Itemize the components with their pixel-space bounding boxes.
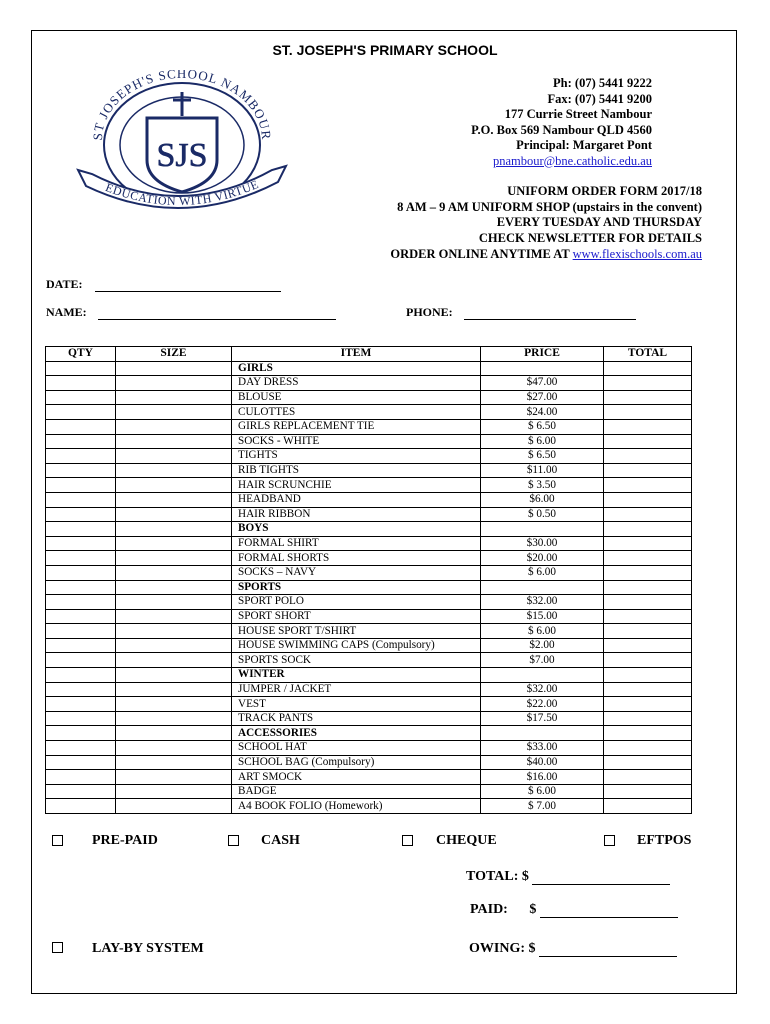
qty-cell[interactable] <box>46 668 116 683</box>
category-label: BOYS <box>232 522 481 537</box>
price-cell: $20.00 <box>481 551 604 566</box>
size-cell[interactable] <box>116 463 232 478</box>
size-cell[interactable] <box>116 726 232 741</box>
owing-field <box>469 941 677 957</box>
price-cell: $17.50 <box>481 711 604 726</box>
qty-cell[interactable] <box>46 478 116 493</box>
item-name: SOCKS - WHITE <box>232 434 481 449</box>
qty-cell[interactable] <box>46 755 116 770</box>
size-cell[interactable] <box>116 565 232 580</box>
item-name: SCHOOL BAG (Compulsory) <box>232 755 481 770</box>
price-cell: $ 0.50 <box>481 507 604 522</box>
size-cell[interactable] <box>116 376 232 391</box>
price-cell: $22.00 <box>481 697 604 712</box>
cheque-label: CHEQUE <box>436 833 497 848</box>
qty-cell[interactable] <box>46 463 116 478</box>
email-link[interactable]: pnambour@bne.catholic.edu.au <box>492 153 652 168</box>
qty-cell[interactable] <box>46 492 116 507</box>
cash-checkbox[interactable] <box>228 835 239 846</box>
price-cell: $ 6.50 <box>481 449 604 464</box>
qty-cell[interactable] <box>46 551 116 566</box>
table-row <box>46 653 692 668</box>
price-cell <box>481 580 604 595</box>
qty-cell[interactable] <box>46 741 116 756</box>
size-cell[interactable] <box>116 770 232 785</box>
item-name: SPORT SHORT <box>232 609 481 624</box>
price-header: PRICE <box>481 347 604 362</box>
price-cell <box>481 522 604 537</box>
qty-cell[interactable] <box>46 434 116 449</box>
total-cell[interactable] <box>604 638 692 653</box>
size-cell[interactable] <box>116 390 232 405</box>
total-cell[interactable] <box>604 405 692 420</box>
category-row <box>46 522 692 537</box>
total-cell[interactable] <box>604 522 692 537</box>
total-cell[interactable] <box>604 390 692 405</box>
qty-cell[interactable] <box>46 653 116 668</box>
table-row <box>46 376 692 391</box>
item-name: HOUSE SPORT T/SHIRT <box>232 624 481 639</box>
size-cell[interactable] <box>116 492 232 507</box>
eftpos-label: EFTPOS <box>637 833 692 848</box>
item-name: TIGHTS <box>232 449 481 464</box>
table-row <box>46 638 692 653</box>
order-table <box>45 346 692 814</box>
item-name: A4 BOOK FOLIO (Homework) <box>232 799 481 814</box>
item-name: FORMAL SHIRT <box>232 536 481 551</box>
cheque-checkbox[interactable] <box>402 835 413 846</box>
price-cell: $32.00 <box>481 682 604 697</box>
item-name: VEST <box>232 697 481 712</box>
qty-cell[interactable] <box>46 405 116 420</box>
size-cell[interactable] <box>116 478 232 493</box>
table-row <box>46 390 692 405</box>
qty-cell[interactable] <box>46 697 116 712</box>
school-name: ST. JOSEPH'S PRIMARY SCHOOL <box>272 42 498 58</box>
owing-label: OWING: $ <box>469 941 536 956</box>
price-cell: $11.00 <box>481 463 604 478</box>
svg-text:EDUCATION WITH VIRTUE: EDUCATION WITH VIRTUE <box>103 176 261 209</box>
qty-cell[interactable] <box>46 770 116 785</box>
total-cell[interactable] <box>604 434 692 449</box>
size-cell[interactable] <box>116 624 232 639</box>
total-cell[interactable] <box>604 668 692 683</box>
size-cell[interactable] <box>116 638 232 653</box>
qty-cell[interactable] <box>46 390 116 405</box>
order-online-text: ORDER ONLINE ANYTIME AT <box>390 246 573 261</box>
size-cell[interactable] <box>116 784 232 799</box>
table-row <box>46 755 692 770</box>
table-row <box>46 507 692 522</box>
qty-cell[interactable] <box>46 419 116 434</box>
qty-cell[interactable] <box>46 682 116 697</box>
item-name: GIRLS REPLACEMENT TIE <box>232 419 481 434</box>
table-row <box>46 609 692 624</box>
prepaid-checkbox[interactable] <box>52 835 63 846</box>
total-cell[interactable] <box>604 609 692 624</box>
table-header-row <box>46 347 692 362</box>
price-cell: $24.00 <box>481 405 604 420</box>
shop-hours: 8 AM – 9 AM UNIFORM SHOP (upstairs in the convent) <box>397 199 702 214</box>
table-row <box>46 536 692 551</box>
qty-cell[interactable] <box>46 536 116 551</box>
po-box-address: P.O. Box 569 Nambour QLD 4560 <box>471 122 652 137</box>
size-cell[interactable] <box>116 536 232 551</box>
size-cell[interactable] <box>116 799 232 814</box>
size-cell[interactable] <box>116 609 232 624</box>
total-cell[interactable] <box>604 478 692 493</box>
price-cell: $15.00 <box>481 609 604 624</box>
form-info-block <box>390 184 702 263</box>
newsletter-note: CHECK NEWSLETTER FOR DETAILS <box>478 231 702 246</box>
name-label: NAME: <box>46 305 87 319</box>
contact-block <box>471 76 652 169</box>
total-label: TOTAL: $ <box>466 869 529 884</box>
price-cell: $7.00 <box>481 653 604 668</box>
total-header: TOTAL <box>604 347 692 362</box>
table-row <box>46 565 692 580</box>
price-cell: $ 6.00 <box>481 784 604 799</box>
category-row <box>46 361 692 376</box>
total-cell[interactable] <box>604 755 692 770</box>
qty-cell[interactable] <box>46 565 116 580</box>
phone-field <box>406 305 636 320</box>
total-cell[interactable] <box>604 741 692 756</box>
paid-label: PAID: <box>470 902 508 917</box>
total-cell[interactable] <box>604 697 692 712</box>
total-input-line[interactable] <box>532 872 670 885</box>
item-name: HAIR SCRUNCHIE <box>232 478 481 493</box>
size-cell[interactable] <box>116 507 232 522</box>
category-row <box>46 580 692 595</box>
size-header: SIZE <box>116 347 232 362</box>
total-cell[interactable] <box>604 624 692 639</box>
date-input-line[interactable] <box>95 281 281 292</box>
qty-cell[interactable] <box>46 609 116 624</box>
size-cell[interactable] <box>116 595 232 610</box>
total-cell[interactable] <box>604 449 692 464</box>
total-cell[interactable] <box>604 726 692 741</box>
qty-cell[interactable] <box>46 726 116 741</box>
price-cell: $32.00 <box>481 595 604 610</box>
table-row <box>46 551 692 566</box>
date-field <box>46 277 281 292</box>
qty-cell[interactable] <box>46 580 116 595</box>
price-cell: $ 7.00 <box>481 799 604 814</box>
total-field <box>466 869 670 885</box>
table-row <box>46 434 692 449</box>
table-row <box>46 449 692 464</box>
qty-cell[interactable] <box>46 376 116 391</box>
total-cell[interactable] <box>604 682 692 697</box>
total-cell[interactable] <box>604 799 692 814</box>
price-cell: $ 3.50 <box>481 478 604 493</box>
phone-text: Ph: (07) 5441 9222 <box>553 76 652 90</box>
size-cell[interactable] <box>116 434 232 449</box>
total-cell[interactable] <box>604 711 692 726</box>
layby-label: LAY-BY SYSTEM <box>92 941 204 956</box>
price-cell: $ 6.00 <box>481 434 604 449</box>
total-cell[interactable] <box>604 653 692 668</box>
size-cell[interactable] <box>116 755 232 770</box>
price-cell <box>481 361 604 376</box>
item-name: HAIR RIBBON <box>232 507 481 522</box>
size-cell[interactable] <box>116 551 232 566</box>
size-cell[interactable] <box>116 419 232 434</box>
owing-input-line[interactable] <box>539 944 677 957</box>
item-name: CULOTTES <box>232 405 481 420</box>
table-row <box>46 419 692 434</box>
size-cell[interactable] <box>116 697 232 712</box>
table-row <box>46 682 692 697</box>
phone-label: PHONE: <box>406 305 453 319</box>
total-cell[interactable] <box>604 551 692 566</box>
category-row <box>46 726 692 741</box>
total-cell[interactable] <box>604 361 692 376</box>
total-cell[interactable] <box>604 770 692 785</box>
size-cell[interactable] <box>116 668 232 683</box>
category-label: ACCESSORIES <box>232 726 481 741</box>
price-cell: $30.00 <box>481 536 604 551</box>
svg-text:SJS: SJS <box>156 137 208 174</box>
qty-cell[interactable] <box>46 507 116 522</box>
table-row <box>46 478 692 493</box>
size-cell[interactable] <box>116 449 232 464</box>
item-name: BADGE <box>232 784 481 799</box>
table-row <box>46 595 692 610</box>
table-row <box>46 741 692 756</box>
layby-checkbox[interactable] <box>52 942 63 953</box>
paid-currency: $ <box>529 902 537 917</box>
price-cell: $16.00 <box>481 770 604 785</box>
total-cell[interactable] <box>604 784 692 799</box>
eftpos-checkbox[interactable] <box>604 835 615 846</box>
street-address: 177 Currie Street Nambour <box>504 107 652 121</box>
date-label: DATE: <box>46 277 83 291</box>
total-cell[interactable] <box>604 595 692 610</box>
price-cell: $ 6.50 <box>481 419 604 434</box>
principal-text: Principal: Margaret Pont <box>516 138 652 152</box>
table-row <box>46 799 692 814</box>
item-name: TRACK PANTS <box>232 711 481 726</box>
price-cell: $ 6.00 <box>481 565 604 580</box>
item-name: JUMPER / JACKET <box>232 682 481 697</box>
phone-input-line[interactable] <box>464 309 636 320</box>
table-row <box>46 492 692 507</box>
price-cell: $6.00 <box>481 492 604 507</box>
category-label: SPORTS <box>232 580 481 595</box>
total-cell[interactable] <box>604 507 692 522</box>
qty-cell[interactable] <box>46 361 116 376</box>
category-row <box>46 668 692 683</box>
table-row <box>46 784 692 799</box>
item-header: ITEM <box>232 347 481 362</box>
total-cell[interactable] <box>604 376 692 391</box>
table-row <box>46 624 692 639</box>
item-name: SPORT POLO <box>232 595 481 610</box>
prepaid-label: PRE-PAID <box>92 833 158 848</box>
table-row <box>46 463 692 478</box>
price-cell: $40.00 <box>481 755 604 770</box>
qty-cell[interactable] <box>46 449 116 464</box>
total-cell[interactable] <box>604 580 692 595</box>
cash-label: CASH <box>261 833 300 848</box>
qty-cell[interactable] <box>46 799 116 814</box>
item-name: SOCKS – NAVY <box>232 565 481 580</box>
item-name: SPORTS SOCK <box>232 653 481 668</box>
paid-field <box>470 902 678 918</box>
price-cell: $27.00 <box>481 390 604 405</box>
item-name: SCHOOL HAT <box>232 741 481 756</box>
size-cell[interactable] <box>116 580 232 595</box>
svg-text:ST JOSEPH'S SCHOOL NAMBOUR: ST JOSEPH'S SCHOOL NAMBOUR <box>89 70 275 141</box>
name-field <box>46 305 336 320</box>
item-name: RIB TIGHTS <box>232 463 481 478</box>
school-crest-logo <box>72 70 292 220</box>
total-cell[interactable] <box>604 536 692 551</box>
table-row <box>46 697 692 712</box>
price-cell: $33.00 <box>481 741 604 756</box>
total-cell[interactable] <box>604 419 692 434</box>
size-cell[interactable] <box>116 522 232 537</box>
total-cell[interactable] <box>604 565 692 580</box>
category-label: WINTER <box>232 668 481 683</box>
name-input-line[interactable] <box>98 309 336 320</box>
price-cell <box>481 726 604 741</box>
paid-input-line[interactable] <box>540 905 678 918</box>
size-cell[interactable] <box>116 405 232 420</box>
size-cell[interactable] <box>116 682 232 697</box>
size-cell[interactable] <box>116 653 232 668</box>
table-row <box>46 405 692 420</box>
price-cell <box>481 668 604 683</box>
table-row <box>46 770 692 785</box>
size-cell[interactable] <box>116 711 232 726</box>
price-cell: $47.00 <box>481 376 604 391</box>
qty-cell[interactable] <box>46 711 116 726</box>
shop-days: EVERY TUESDAY AND THURSDAY <box>496 215 702 230</box>
order-online <box>390 247 702 263</box>
qty-cell[interactable] <box>46 522 116 537</box>
qty-cell[interactable] <box>46 595 116 610</box>
fax-text: Fax: (07) 5441 9200 <box>547 91 652 106</box>
qty-cell[interactable] <box>46 624 116 639</box>
item-name: HEADBAND <box>232 492 481 507</box>
order-table-body <box>46 361 692 813</box>
total-cell[interactable] <box>604 492 692 507</box>
price-cell: $2.00 <box>481 638 604 653</box>
item-name: FORMAL SHORTS <box>232 551 481 566</box>
flexischools-link[interactable]: www.flexischools.com.au <box>572 246 702 261</box>
qty-cell[interactable] <box>46 784 116 799</box>
size-cell[interactable] <box>116 741 232 756</box>
item-name: BLOUSE <box>232 390 481 405</box>
qty-header: QTY <box>46 347 116 362</box>
item-name: HOUSE SWIMMING CAPS (Compulsory) <box>232 638 481 653</box>
item-name: ART SMOCK <box>232 770 481 785</box>
table-row <box>46 711 692 726</box>
category-label: GIRLS <box>232 361 481 376</box>
qty-cell[interactable] <box>46 638 116 653</box>
form-title: UNIFORM ORDER FORM 2017/18 <box>507 184 702 198</box>
size-cell[interactable] <box>116 361 232 376</box>
total-cell[interactable] <box>604 463 692 478</box>
price-cell: $ 6.00 <box>481 624 604 639</box>
item-name: DAY DRESS <box>232 376 481 391</box>
